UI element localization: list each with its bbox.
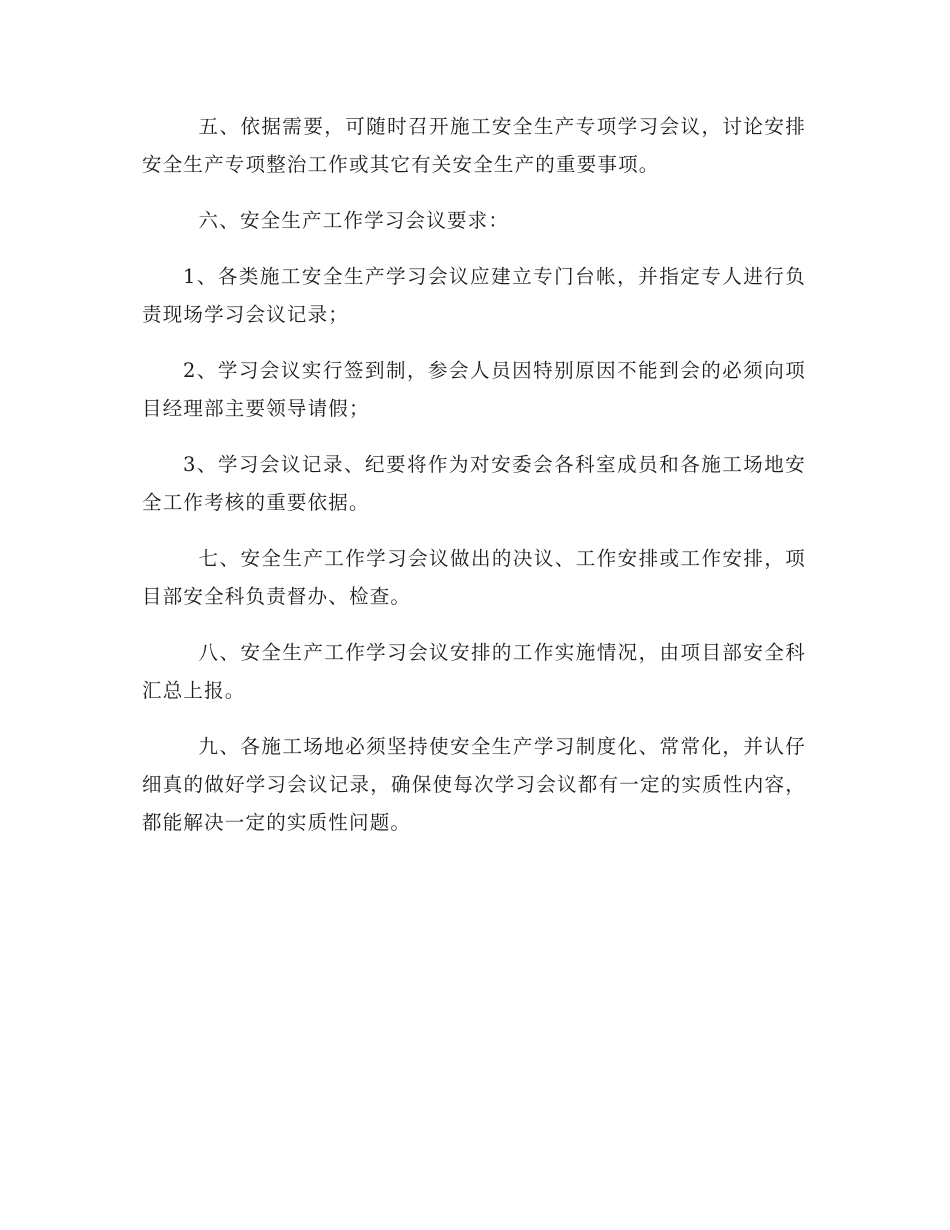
paragraph-item-9: 九、各施工场地必须坚持使安全生产学习制度化、常常化，并认仔细真的做好学习会议记录，确保使每次学习会议都有一定的实质性内容，都能解决一定的实质性问题。: [142, 735, 806, 834]
paragraph-subitem-3: 3、学习会议记录、纪要将作为对安委会各科室成员和各施工场地安全工作考核的重要依据。: [142, 453, 806, 514]
paragraph-subitem-2: 2、学习会议实行签到制，参会人员因特别原因不能到会的必须向项目经理部主要领导请假；: [142, 359, 806, 420]
document-body: [142, 108, 806, 860]
paragraph-item-5: 五、依据需要，可随时召开施工安全生产专项学习会议，讨论安排安全生产专项整治工作或其它有关安全生产的重要事项。: [142, 115, 806, 176]
paragraph-item-7: 七、安全生产工作学习会议做出的决议、工作安排或工作安排，项目部安全科负责督办、检查。: [142, 547, 806, 608]
paragraph-item-6: 六、安全生产工作学习会议要求：: [198, 209, 510, 232]
paragraph-subitem-1: 1、各类施工安全生产学习会议应建立专门台帐，并指定专人进行负责现场学习会议记录；: [142, 265, 806, 326]
paragraph-item-8: 八、安全生产工作学习会议安排的工作实施情况，由项目部安全科汇总上报。: [142, 641, 806, 702]
